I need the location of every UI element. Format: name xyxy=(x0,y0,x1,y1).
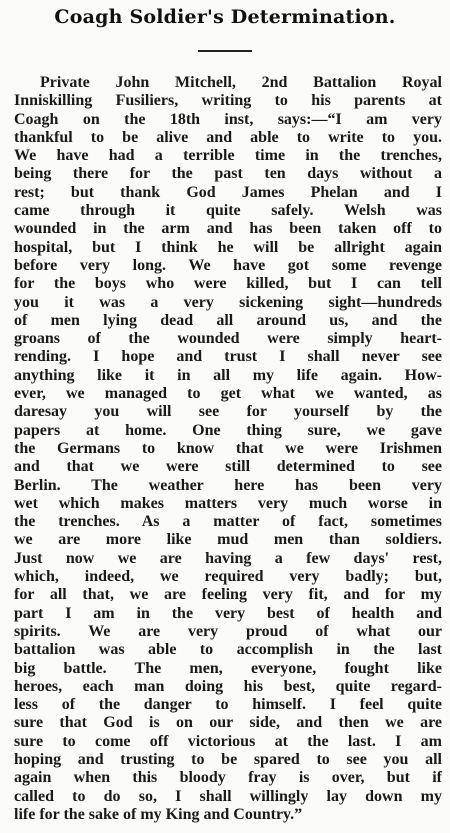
article-line: anything like it in all my life again. How- xyxy=(14,366,442,384)
article-headline: Coagh Soldier's Determination. xyxy=(54,6,396,28)
article-line: we are more like mud men than soldiers. xyxy=(14,531,442,549)
article-line: and that we were still determined to see xyxy=(14,458,442,476)
article-line: hospital, but I think he will be allright again xyxy=(14,238,442,256)
article-line: Coagh on the 18th inst, says:—“I am very xyxy=(14,110,442,128)
article-body xyxy=(14,74,442,824)
article-line: of men lying dead all around us, and the xyxy=(14,311,442,329)
article-line: groans of the wounded were simply heart- xyxy=(14,330,442,348)
article-line: which, indeed, we required very badly; but, xyxy=(14,568,442,586)
article-line: you it was a very sickening sight—hundreds xyxy=(14,293,442,311)
article-line: called to do so, I shall willingly lay down my xyxy=(14,787,442,805)
article-line: Just now we are having a few days' rest, xyxy=(14,549,442,567)
article-line: heroes, each man doing his best, quite regard- xyxy=(14,677,442,695)
article-line: spirits. We are very proud of what our xyxy=(14,622,442,640)
article-line: Inniskilling Fusiliers, writing to his parents at xyxy=(14,92,442,110)
article-line: wounded in the arm and has been taken off to xyxy=(14,220,442,238)
article-line: less of the danger to himself. I feel quite xyxy=(14,696,442,714)
article-line: wet which makes matters very much worse in xyxy=(14,494,442,512)
article-line: before very long. We have got some revenge xyxy=(14,256,442,274)
article-line: the Germans to know that we were Irishmen xyxy=(14,439,442,457)
article-line: again when this bloody fray is over, but if xyxy=(14,769,442,787)
article-line: sure to come off victorious at the last. I am xyxy=(14,732,442,750)
article-line: hoping and trusting to be spared to see you all xyxy=(14,750,442,768)
article-line: came through it quite safely. Welsh was xyxy=(14,202,442,220)
article-line: Berlin. The weather here has been very xyxy=(14,476,442,494)
article-line: sure that God is on our side, and then we are xyxy=(14,714,442,732)
article-line: daresay you will see for yourself by the xyxy=(14,403,442,421)
article-line: big battle. The men, everyone, fought like xyxy=(14,659,442,677)
article-line: the trenches. As a matter of fact, sometimes xyxy=(14,513,442,531)
article-line: part I am in the very best of health and xyxy=(14,604,442,622)
article-line: being there for the past ten days without a xyxy=(14,165,442,183)
article-line: for all that, we are feeling very fit, and for my xyxy=(14,586,442,604)
article-line: rest; but thank God James Phelan and I xyxy=(14,183,442,201)
article-line: for the boys who were killed, but I can tell xyxy=(14,275,442,293)
article-line: ever, we managed to get what we wanted, as xyxy=(14,385,442,403)
article-line: life for the sake of my King and Country.” xyxy=(14,805,303,823)
article-line: rending. I hope and trust I shall never see xyxy=(14,348,442,366)
article-line: We have had a terrible time in the trenches, xyxy=(14,147,442,165)
headline-rule xyxy=(198,50,252,52)
article-line: thankful to be alive and able to write to you. xyxy=(14,128,442,146)
article-line: papers at home. One thing sure, we gave xyxy=(14,421,442,439)
article-line: Private John Mitchell, 2nd Battalion Royal xyxy=(40,74,442,91)
article-line: battalion was able to accomplish in the last xyxy=(14,641,442,659)
